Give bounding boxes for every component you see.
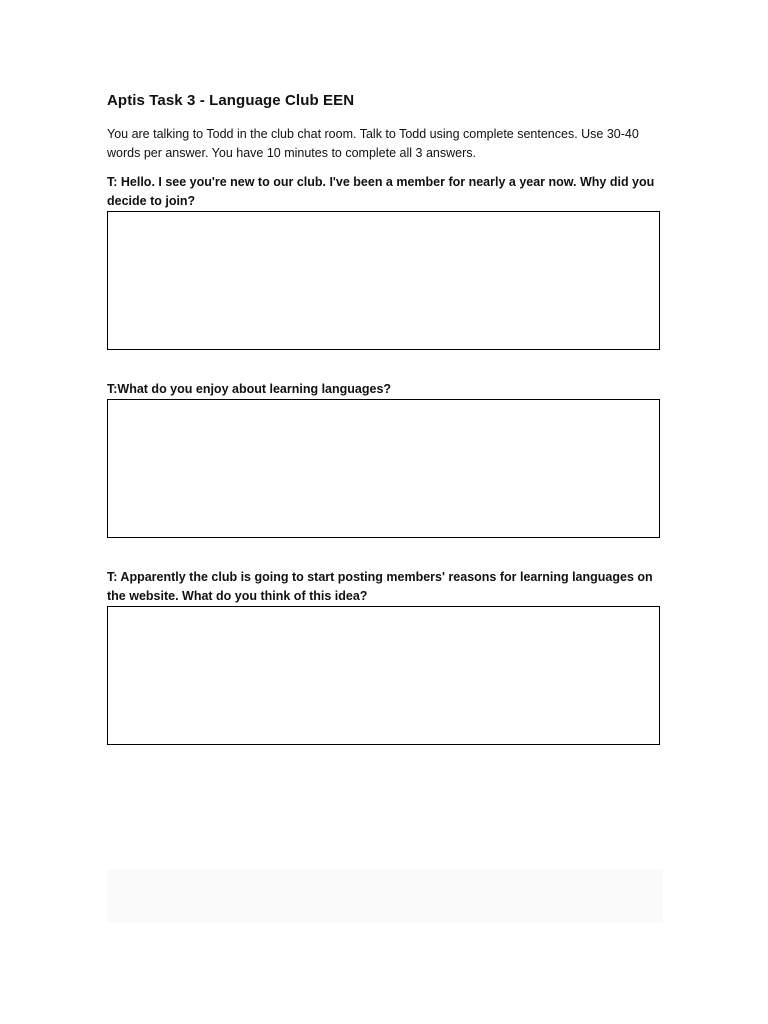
page-title: Aptis Task 3 - Language Club EEN: [107, 92, 355, 109]
answer-box-2[interactable]: [107, 399, 660, 538]
answer-box-3[interactable]: [107, 606, 660, 745]
question-2: T:What do you enjoy about learning languages?: [107, 382, 392, 396]
footer-band: [107, 870, 663, 922]
answer-box-1[interactable]: [107, 211, 660, 350]
question-3: T: Apparently the club is going to start posting members' reasons for learning languages on the website. What do you think of this idea?: [107, 570, 653, 603]
task-instructions: You are talking to Todd in the club chat room. Talk to Todd using complete sentences. Use 30-40 words per answer. You have 10 minutes to complete all 3 answers.: [107, 127, 639, 160]
question-1: T: Hello. I see you're new to our club. I've been a member for nearly a year now. Why did you decide to join?: [107, 175, 655, 208]
